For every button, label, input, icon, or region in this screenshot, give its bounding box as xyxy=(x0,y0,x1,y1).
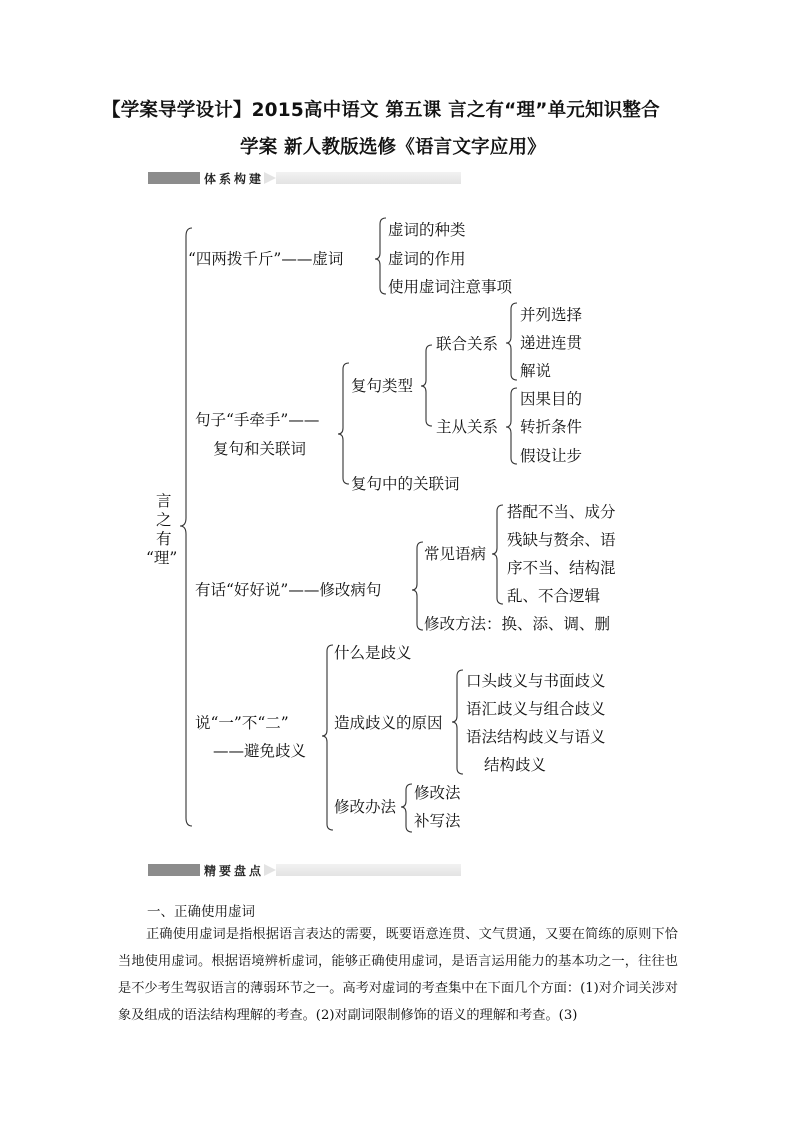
lianhe-relation: 联合关系 xyxy=(436,335,499,353)
common-errors: 常见语病 xyxy=(424,545,487,563)
zhucong-item-3: 假设让步 xyxy=(520,447,583,465)
document-title-line1: 【学案导学设计】2015高中语文 第五课 言之有“理”单元知识整合 xyxy=(102,100,660,121)
root-char-3: 有 xyxy=(156,530,172,548)
common-error-line-3: 序不当、结构混 xyxy=(507,559,616,577)
section-title-1: 体系构建 xyxy=(204,172,265,186)
lianhe-item-2: 递进连贯 xyxy=(520,334,583,352)
fuju-type: 复句类型 xyxy=(351,377,414,395)
common-error-line-4: 乱、不合逻辑 xyxy=(507,587,601,605)
zhucong-item-2: 转折条件 xyxy=(520,418,583,436)
branch-xuci: “四两拨千斤”——虚词 xyxy=(188,250,344,268)
fix-method: 修改方法：换、添、调、删 xyxy=(424,615,611,633)
cause-item-3: 语法结构歧义与语义 xyxy=(466,728,606,746)
section-bar-dark xyxy=(148,864,200,876)
xuci-item-1: 虚词的种类 xyxy=(388,221,466,239)
fix-ways: 修改办法 xyxy=(334,798,397,816)
root-char-4: “理” xyxy=(146,549,178,567)
section-bar-light xyxy=(276,864,461,876)
common-error-line-1: 搭配不当、成分 xyxy=(507,503,616,521)
root-char-1: 言 xyxy=(156,492,172,510)
fix-way-1: 修改法 xyxy=(414,784,461,802)
branch-qiyi-line2: ——避免歧义 xyxy=(213,742,307,760)
root-char-2: 之 xyxy=(156,511,172,529)
section-header-2 xyxy=(148,864,461,876)
lianhe-item-1: 并列选择 xyxy=(520,306,583,324)
cause-item-1: 口头歧义与书面歧义 xyxy=(466,672,606,690)
paragraph-1: 正确使用虚词是指根据语言表达的需要，既要语意连贯、文气贯通，又要在简练的原则下恰当地使用虚词。根据语境辨析虚词，能够正确使用虚词，是语言运用能力的基本功之一，往往也是不少考生驾驭语言的薄弱环节之一。高考对虚词的考查集中在下面几个方面：(1)对介词关涉对象及组成的语法结构理解的考查。(2)对副词限制修饰的语义的理解和考查。(3) xyxy=(118,927,678,1023)
branch-fuju-line1: 句子“手牵手”—— xyxy=(195,411,320,429)
common-error-line-2: 残缺与赘余、语 xyxy=(507,531,616,549)
heading-correct-xuci: 一、正确使用虚词 xyxy=(147,904,255,920)
section-bar-arrow xyxy=(264,864,276,876)
document-title-line2: 学案 新人教版选修《语言文字应用》 xyxy=(240,137,546,158)
zhucong-relation: 主从关系 xyxy=(436,418,499,436)
section-title-2: 精要盘点 xyxy=(204,864,265,878)
xuci-item-2: 虚词的作用 xyxy=(388,250,466,268)
zhucong-item-1: 因果目的 xyxy=(520,390,583,408)
cause-item-2: 语汇歧义与组合歧义 xyxy=(466,700,606,718)
lianhe-item-3: 解说 xyxy=(520,362,552,380)
cause-item-4: 结构歧义 xyxy=(484,756,547,774)
fuju-connectives: 复句中的关联词 xyxy=(351,475,460,493)
ambiguity-causes: 造成歧义的原因 xyxy=(334,714,443,732)
branch-qiyi-line1: 说“一”不“二” xyxy=(195,714,289,732)
xuci-item-3: 使用虚词注意事项 xyxy=(388,278,513,296)
fix-way-2: 补写法 xyxy=(414,812,461,830)
what-is-ambiguity: 什么是歧义 xyxy=(334,644,412,662)
branch-fuju-line2: 复句和关联词 xyxy=(213,440,307,458)
branch-bingju: 有话“好好说”——修改病句 xyxy=(195,581,382,599)
